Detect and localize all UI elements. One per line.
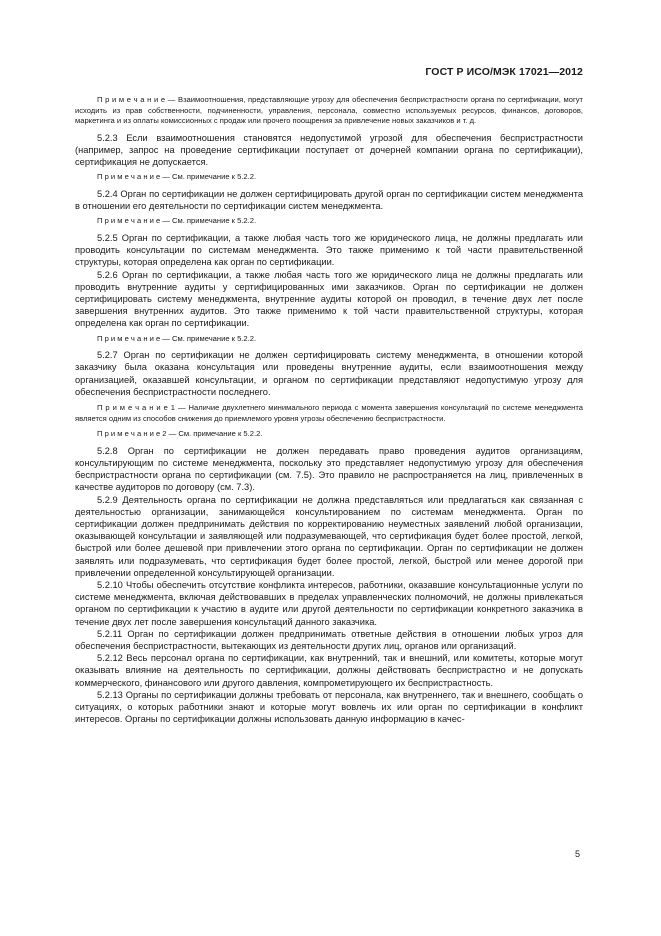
clause-5-2-9: 5.2.9 Деятельность органа по сертификации не должна представляться или предлагаться как связанная с деятельностью организации, занимающейся консультированием по системам менеджмента. Орган по сертификации должен предпринимать действия по корректированию неуместных заявлений любой организации, оказывающей консультации и заявляющей или подразумевающей, что сертификация будет более простой, легкой, быстрой или более дешевой при привлечении этого органа по сертификации. Орган по сертификации не должен заявлять или подразумевать, что сертификация будет более простой, легкой, быстрой или менее дорогой при привлечении определенной консультирующей организации. [75, 494, 583, 578]
page-number: 5 [574, 849, 580, 859]
clause-5-2-11: 5.2.11 Орган по сертификации должен предпринимать ответные действия в отношении любых угроз для обеспечения беспристрастности, вытекающих из деятельности других лиц, органов или организаций. [75, 628, 583, 652]
note-see-5-2-2: П р и м е ч а н и е — См. примечание к 5.2.2. [97, 333, 257, 343]
note-see-5-2-2: П р и м е ч а н и е — См. примечание к 5.2.2. [97, 172, 257, 182]
note-relationships: П р и м е ч а н и е — Взаимоотношения, представляющие угрозу для обеспечения беспристрастности органа по сертификации, могут исходить из прав собственности, подчиненности, управления, персонала, совместно используемых ресурсов, финансов, договоров, маркетинга и из оплаты комиссионных с продаж или прочего поощрения за привлечение новых заказчиков и т. д. [75, 95, 583, 126]
clause-5-2-13: 5.2.13 Органы по сертификации должны требовать от персонала, как внутреннего, так и внешнего, сообщать о ситуациях, о которых работники знают и которые могут вовлечь их или орган по сертификации в конфликт интересов. Органы по сертификации должны использовать данную информацию в качес- [75, 689, 583, 725]
clause-5-2-3: 5.2.3 Если взаимоотношения становятся недопустимой угрозой для обеспечения беспристрастности (например, запрос на проведение сертификации поступает от дочерней компании органа по сертификации), сертификация не допускается. [75, 132, 583, 168]
clause-5-2-8: 5.2.8 Орган по сертификации не должен передавать право проведения аудитов организациям, консультирующим по системе менеджмента, поскольку это представляет недопустимую угрозу для обеспечения беспристрастности органа по сертификации (см. 7.5). Это правило не распространяется на лиц, привлеченных в качестве аудиторов по договору (см. 7.3). [75, 445, 583, 493]
clause-5-2-12: 5.2.12 Весь персонал органа по сертификации, как внутренний, так и внешний, или комитеты, которые могут оказывать влияние на деятельность по сертификации, должны действовать беспристрастно и не допускать коммерческого, финансового или другого давления, компрометирующего их беспристрастность. [75, 653, 583, 688]
page-content [75, 95, 583, 725]
note-2-see-5-2-2: П р и м е ч а н и е 2 — См. примечание к 5.2.2. [97, 429, 263, 439]
note-see-5-2-2: П р и м е ч а н и е — См. примечание к 5.2.2. [97, 216, 257, 226]
clause-5-2-7: 5.2.7 Орган по сертификации не должен сертифицировать систему менеджмента, в отношении которой заказчику была оказана консультация или проведены внутренние аудиты, если взаимоотношения между организацией, оказавшей консультации, и органом по сертификации представляют недопустимую угрозу для обеспечения беспристрастности последнего. [75, 350, 583, 397]
clause-5-2-4: 5.2.4 Орган по сертификации не должен сертифицировать другой орган по сертификации систем менеджмента в отношении его деятельности по сертификации систем менеджмента. [75, 188, 583, 212]
clause-5-2-5: 5.2.5 Орган по сертификации, а также любая часть того же юридического лица, не должны предлагать или проводить консультации по системам менеджмента. Это также применимо к той части правительственной структуры, которая определена как орган по сертификации. [75, 232, 583, 268]
clause-5-2-10: 5.2.10 Чтобы обеспечить отсутствие конфликта интересов, работники, оказавшие консультационные услуги по системе менеджмента, включая действовавших в пределах управленческих полномочий, не должны привлекаться органом по сертификации к участию в аудите или другой деятельности по сертификации конкретного заказчика в течение двух лет после завершения консультаций данного заказчика. [75, 580, 583, 627]
note-1-two-year-period: П р и м е ч а н и е 1 — Наличие двухлетнего минимального периода с момента завершения консультаций по системе менеджмента является одним из способов снижения до приемлемого уровня угрозы обеспечению беспристрастности. [75, 403, 583, 423]
standard-designation-header: ГОСТ Р ИСО/МЭК 17021—2012 [425, 66, 583, 78]
clause-5-2-6: 5.2.6 Орган по сертификации, а также любая часть того же юридического лица не должны предлагать или проводить внутренние аудиты у сертифицированных ими заказчиков. Орган по сертификации не должен сертифицировать систему менеджмента, внутренние аудиты которой он проводил, в течение двух лет после завершения внутренних аудитов. Это также применимо к той части правительственной структуры, которая определена как орган по сертификации. [75, 269, 583, 329]
